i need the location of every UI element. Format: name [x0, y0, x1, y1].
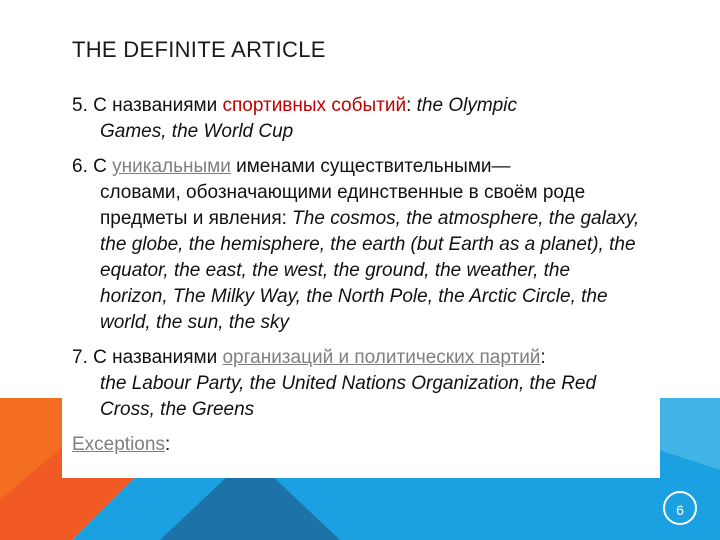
exceptions-link[interactable]: Exceptions [72, 434, 165, 455]
list-item-5 [72, 93, 642, 145]
item-text: словами, обозначающими единственные в своём роде предметы и явления: [100, 182, 586, 229]
item-text: именами существительными— [230, 156, 511, 177]
item-text: С [93, 156, 113, 177]
item-text: : [540, 347, 546, 368]
item-number: 7. [72, 347, 94, 368]
example-text: Games, the World Cup [100, 121, 294, 142]
example-text: the Olympic [416, 95, 517, 116]
item-number: 5. [72, 95, 94, 116]
example-text: The cosmos, the atmosphere, the galaxy, the globe, the hemisphere, the earth (but Earth as a planet), the equator, the east, the west, the ground, the weather, the horizon, The Milky Way, the North Pole, the Arctic Circle, the world, the sun, the sky [100, 208, 640, 333]
list-item-6 [72, 154, 642, 336]
highlight-text: спортивных событий [222, 95, 407, 116]
example-text: the Labour Party, the United Nations Organization, the Red Cross, the Greens [100, 373, 597, 420]
slide-title: THE DEFINITE ARTICLE [72, 37, 326, 62]
item-text: : [406, 95, 417, 116]
item-text: С названиями [93, 347, 223, 368]
item-number: 6. [72, 156, 94, 177]
organizations-link[interactable]: организаций и политических партий [222, 347, 541, 368]
slide-content [72, 93, 642, 458]
exceptions-suffix: : [164, 434, 171, 455]
uniqueness-link[interactable]: уникальными [112, 156, 231, 177]
page-number-badge: 6 [663, 491, 697, 525]
list-item-7 [72, 345, 642, 423]
exceptions-line [72, 432, 642, 458]
item-text: С названиями [93, 95, 223, 116]
